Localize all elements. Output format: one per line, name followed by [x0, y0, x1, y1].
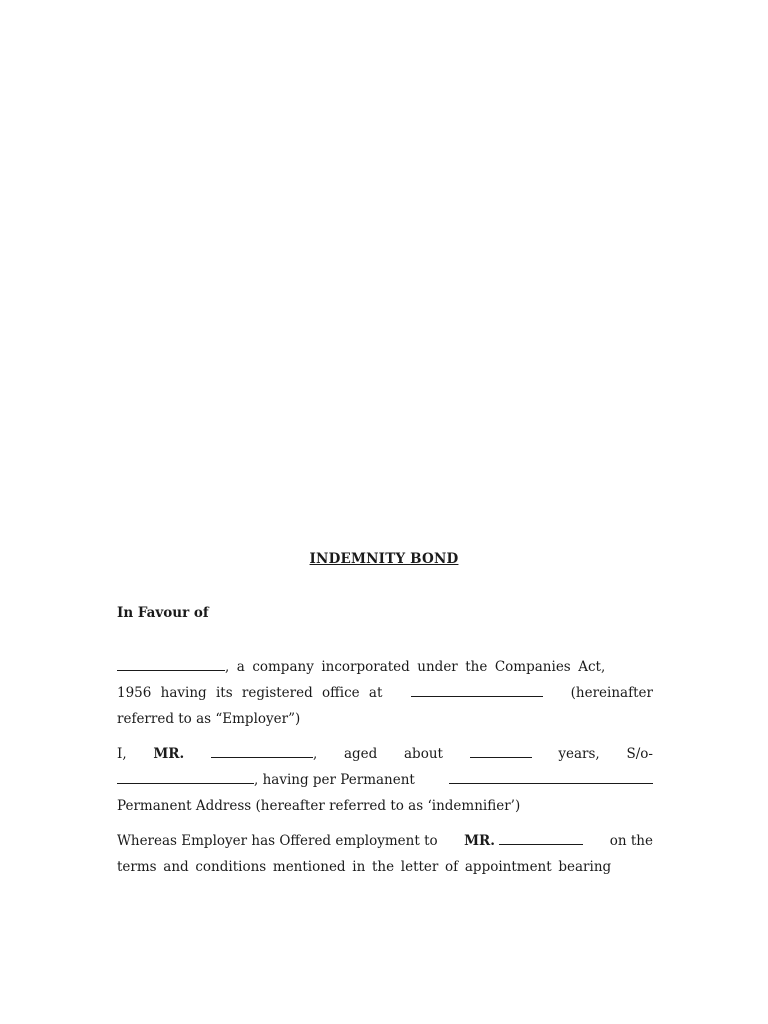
mr-label: MR.: [464, 833, 495, 849]
paragraph-line: [117, 741, 653, 767]
indemnifier-name-blank: [211, 745, 313, 758]
paragraph-text: referred to as “Employer”): [117, 711, 301, 727]
offer-paragraph: [117, 828, 653, 880]
paragraph-text: Whereas Employer has Offered employment to: [117, 833, 438, 849]
company-name-blank: [117, 658, 225, 671]
paragraph-line: [117, 854, 653, 880]
registered-office-blank: [411, 684, 543, 697]
paragraph-text: , a company incorporated under the Companies Act,: [225, 659, 606, 675]
paragraph-line: [117, 767, 653, 793]
permanent-address-blank: [449, 771, 653, 784]
paragraph-text: aged: [343, 746, 378, 762]
paragraph-line: [117, 828, 653, 854]
indemnifier-paragraph: [117, 741, 653, 819]
paragraph-line: [117, 654, 653, 680]
employee-name-blank: [499, 832, 583, 845]
paragraph-text: S/o-: [626, 746, 653, 762]
paragraph-text: (hereinafter: [570, 685, 653, 701]
document-title: INDEMNITY BOND: [309, 551, 459, 567]
paragraph-text: Permanent Address (hereafter referred to as ‘indemnifier’): [117, 798, 521, 814]
father-name-blank: [117, 771, 254, 784]
paragraph-line: [117, 793, 653, 819]
paragraph-text: about: [404, 746, 443, 762]
paragraph-line: [117, 680, 653, 706]
father-name-group: [117, 767, 415, 793]
paragraph-text: on the: [609, 833, 653, 849]
mr-label: MR.: [153, 746, 185, 762]
paragraph-text: I,: [117, 746, 127, 762]
in-favour-of-heading: In Favour of: [117, 605, 209, 621]
paragraph-text: 1956 having its registered office at: [117, 685, 383, 701]
employee-name-group: [464, 828, 583, 854]
employer-paragraph: [117, 654, 653, 732]
indemnifier-name-group: [211, 741, 317, 767]
paragraph-text: terms and conditions mentioned in the letter of appointment bearing: [117, 859, 612, 875]
paragraph-text: years,: [558, 746, 600, 762]
paragraph-text: ,: [312, 746, 318, 762]
paragraph-text: , having per Permanent: [254, 772, 415, 788]
paragraph-line: [117, 706, 653, 732]
age-blank: [470, 745, 532, 758]
